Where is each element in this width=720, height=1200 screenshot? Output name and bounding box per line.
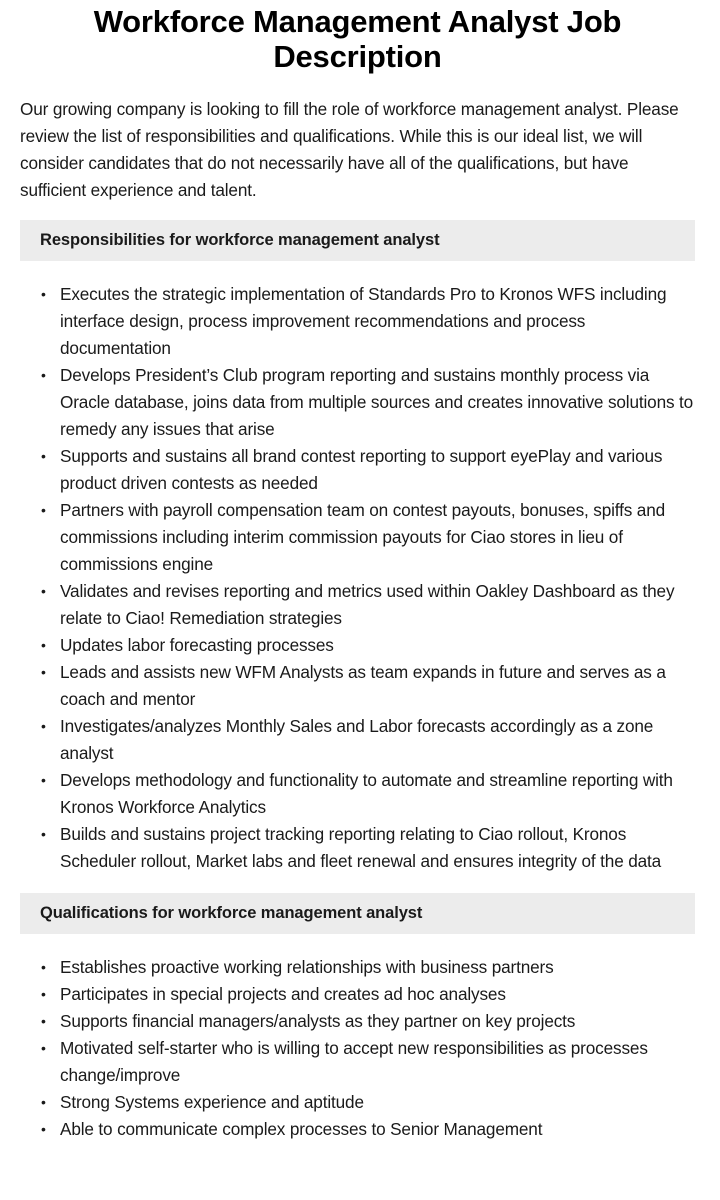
- list-item: • Partners with payroll compensation team on contest payouts, bonuses, spiffs and commissions including interim commission payouts for Ciao stores in lieu of commissions engine: [60, 497, 695, 578]
- bullet-icon: •: [41, 448, 46, 464]
- list-item: • Executes the strategic implementation of Standards Pro to Kronos WFS including interface design, process improvement recommendations and process documentation: [60, 281, 695, 362]
- list-item: • Supports financial managers/analysts as they partner on key projects: [60, 1008, 695, 1035]
- bullet-icon: •: [41, 502, 46, 518]
- bullet-icon: •: [41, 986, 46, 1002]
- responsibilities-section-header: [20, 220, 695, 261]
- list-item: • Participates in special projects and creates ad hoc analyses: [60, 981, 695, 1008]
- qualifications-section-header: [20, 893, 695, 934]
- bullet-icon: •: [41, 637, 46, 653]
- bullet-icon: •: [41, 772, 46, 788]
- responsibilities-list: [20, 281, 695, 875]
- list-item: • Supports and sustains all brand contest reporting to support eyePlay and various product driven contests as needed: [60, 443, 695, 497]
- bullet-icon: •: [41, 664, 46, 680]
- bullet-icon: •: [41, 1013, 46, 1029]
- list-item: • Validates and revises reporting and metrics used within Oakley Dashboard as they relate to Ciao! Remediation strategies: [60, 578, 695, 632]
- qualifications-list: [20, 954, 695, 1143]
- bullet-icon: •: [41, 826, 46, 842]
- qualifications-heading: Qualifications for workforce management analyst: [40, 904, 423, 922]
- list-item: • Develops President’s Club program reporting and sustains monthly process via Oracle database, joins data from multiple sources and creates innovative solutions to remedy any issues that arise: [60, 362, 695, 443]
- list-item: • Strong Systems experience and aptitude: [60, 1089, 695, 1116]
- bullet-icon: •: [41, 1121, 46, 1137]
- list-item: • Builds and sustains project tracking reporting relating to Ciao rollout, Kronos Scheduler rollout, Market labs and fleet renewal and ensures integrity of the data: [60, 821, 695, 875]
- bullet-icon: •: [41, 583, 46, 599]
- bullet-icon: •: [41, 1094, 46, 1110]
- list-item: • Motivated self-starter who is willing to accept new responsibilities as processes change/improve: [60, 1035, 695, 1089]
- list-item: • Develops methodology and functionality to automate and streamline reporting with Kronos Workforce Analytics: [60, 767, 695, 821]
- bullet-icon: •: [41, 1040, 46, 1056]
- intro-paragraph: Our growing company is looking to fill the role of workforce management analyst. Please review the list of responsibilities and qualifications. While this is our ideal list, we will consider candidates that do not necessarily have all of the qualifications, but have sufficient experience and talent.: [20, 99, 679, 200]
- responsibilities-heading: Responsibilities for workforce management analyst: [40, 231, 440, 249]
- list-item: • Updates labor forecasting processes: [60, 632, 695, 659]
- list-item: • Leads and assists new WFM Analysts as team expands in future and serves as a coach and mentor: [60, 659, 695, 713]
- list-item: • Investigates/analyzes Monthly Sales and Labor forecasts accordingly as a zone analyst: [60, 713, 695, 767]
- bullet-icon: •: [41, 959, 46, 975]
- bullet-icon: •: [41, 367, 46, 383]
- list-item: • Able to communicate complex processes to Senior Management: [60, 1116, 695, 1143]
- bullet-icon: •: [41, 286, 46, 302]
- bullet-icon: •: [41, 718, 46, 734]
- list-item: • Establishes proactive working relationships with business partners: [60, 954, 695, 981]
- page-title: Workforce Management Analyst Job Description: [93, 4, 622, 74]
